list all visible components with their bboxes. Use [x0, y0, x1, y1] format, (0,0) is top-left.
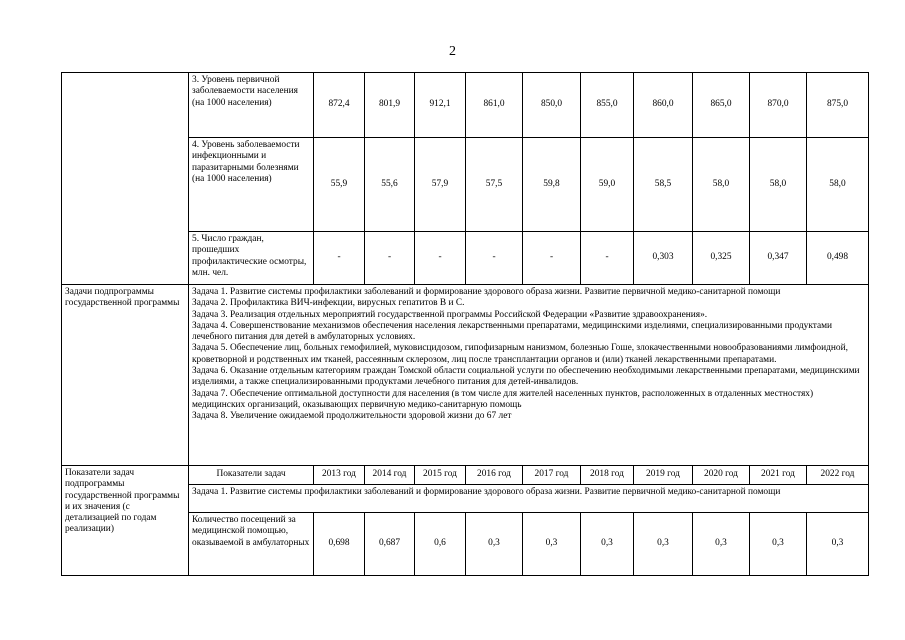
task-item: Задача 3. Реализация отдельных мероприятий государственной программы Российской Федерации «Развитие здравоохранения». [192, 309, 708, 320]
indicator-value: 801,9 [365, 73, 415, 138]
indicator-value: 865,0 [693, 73, 750, 138]
indicator-value: 0,687 [365, 513, 415, 576]
year-header: 2021 год [750, 466, 807, 485]
indicator-value: 912,1 [415, 73, 466, 138]
year-header: 2019 год [634, 466, 693, 485]
indicator-value: 0,6 [415, 513, 466, 576]
task-item: Задача 1. Развитие системы профилактики заболеваний и формирование здорового образа жизни. Развитие первичной медико-санитарной помощи [192, 287, 781, 297]
indicator-value: 861,0 [466, 73, 523, 138]
indicator-value: 55,6 [365, 138, 415, 232]
indicator-value: 0,347 [750, 232, 807, 285]
indicator-value: 870,0 [750, 73, 807, 138]
indicator-value: - [314, 232, 365, 285]
task-item: Задача 6. Оказание отдельным категориям граждан Томской области социальной услуги по обеспечению необходимыми лекарственными препаратами, медицинскими изделиями, а также специализированными продуктами лечебного питания для детей-инвалидов. [192, 366, 860, 388]
indicator-value: - [415, 232, 466, 285]
indicator-value: 57,9 [415, 138, 466, 232]
indicator-label: 3. Уровень первичной заболеваемости населения (на 1000 населения) [189, 73, 314, 138]
empty-left-cell [62, 73, 189, 285]
indicator-value: 0,3 [581, 513, 634, 576]
table-row [62, 73, 869, 138]
indicator-value: 59,0 [581, 138, 634, 232]
indicator-value: 0,498 [807, 232, 869, 285]
task-indicators-section-label: Показатели задач подпрограммы государственной программы и их значения (с детализацией по годам реализации) [62, 466, 189, 576]
year-header: 2015 год [415, 466, 466, 485]
indicator-value: 55,9 [314, 138, 365, 232]
indicator-value: 0,303 [634, 232, 693, 285]
indicator-value: 872,4 [314, 73, 365, 138]
indicator-value: 58,5 [634, 138, 693, 232]
table-row [62, 466, 869, 485]
year-header: 2014 год [365, 466, 415, 485]
year-header: 2022 год [807, 466, 869, 485]
indicator-value: - [523, 232, 581, 285]
task-item: Задача 4. Совершенствование механизмов обеспечения населения лекарственными препаратами, медицинскими изделиями, специализированными продуктами лечебного питания для детей в амбулаторных условиях. [192, 320, 833, 343]
indicator-value: 875,0 [807, 73, 869, 138]
indicator-value: 0,698 [314, 513, 365, 576]
indicator-label: Количество посещений за медицинской помощью, оказываемой в амбулаторных [189, 513, 314, 576]
passport-table [61, 72, 869, 576]
indicator-value: 0,3 [807, 513, 869, 576]
task1-title: Задача 1. Развитие системы профилактики заболеваний и формирование здорового образа жизни. Развитие первичной медико-санитарной помощи [189, 485, 869, 513]
year-header: 2016 год [466, 466, 523, 485]
task-item: Задача 5. Обеспечение лиц, больных гемофилией, муковисцидозом, гипофизарным нанизмом, болезнью Гоше, злокачественными новообразованиями лимфоидной, кроветворной и родственных им тканей, рассеянным склерозом, лиц после трансплантации органов и (или) тканей лекарственными препаратами. [192, 343, 848, 365]
year-header: 2018 год [581, 466, 634, 485]
tasks-list [189, 285, 869, 466]
indicator-value: 0,3 [750, 513, 807, 576]
indicator-value: - [581, 232, 634, 285]
indicator-value: 855,0 [581, 73, 634, 138]
year-header: 2020 год [693, 466, 750, 485]
year-header: 2013 год [314, 466, 365, 485]
indicator-value: 58,0 [807, 138, 869, 232]
column-header: Показатели задач [189, 466, 314, 485]
indicator-value: 59,8 [523, 138, 581, 232]
indicator-value: 850,0 [523, 73, 581, 138]
task-item: Задача 8. Увеличение ожидаемой продолжительности здоровой жизни до 67 лет [192, 411, 512, 422]
indicator-value: 0,3 [523, 513, 581, 576]
indicator-value: - [365, 232, 415, 285]
page-number: 2 [449, 44, 456, 59]
indicator-value: 0,3 [466, 513, 523, 576]
year-header: 2017 год [523, 466, 581, 485]
table-row [62, 285, 869, 466]
tasks-section-label: Задачи подпрограммы государственной программы [62, 285, 189, 466]
indicator-value: 860,0 [634, 73, 693, 138]
indicator-value: 58,0 [693, 138, 750, 232]
indicator-value: 0,325 [693, 232, 750, 285]
indicator-label: 4. Уровень заболеваемости инфекционными и паразитарными болезнями (на 1000 населения) [189, 138, 314, 232]
indicator-value: - [466, 232, 523, 285]
task-item: Задача 2. Профилактика ВИЧ-инфекции, вирусных гепатитов В и С. [192, 298, 465, 309]
indicator-value: 0,3 [693, 513, 750, 576]
indicator-value: 58,0 [750, 138, 807, 232]
indicator-value: 57,5 [466, 138, 523, 232]
indicator-label: 5. Число граждан, прошедших профилактические осмотры, млн. чел. [189, 232, 314, 285]
indicator-value: 0,3 [634, 513, 693, 576]
task-item: Задача 7. Обеспечение оптимальной доступности для населения (в том числе для жителей населенных пунктов, расположенных в отдаленных местностях) медицинских организаций, оказывающих первичную медико-санитарную помощь [192, 388, 814, 410]
